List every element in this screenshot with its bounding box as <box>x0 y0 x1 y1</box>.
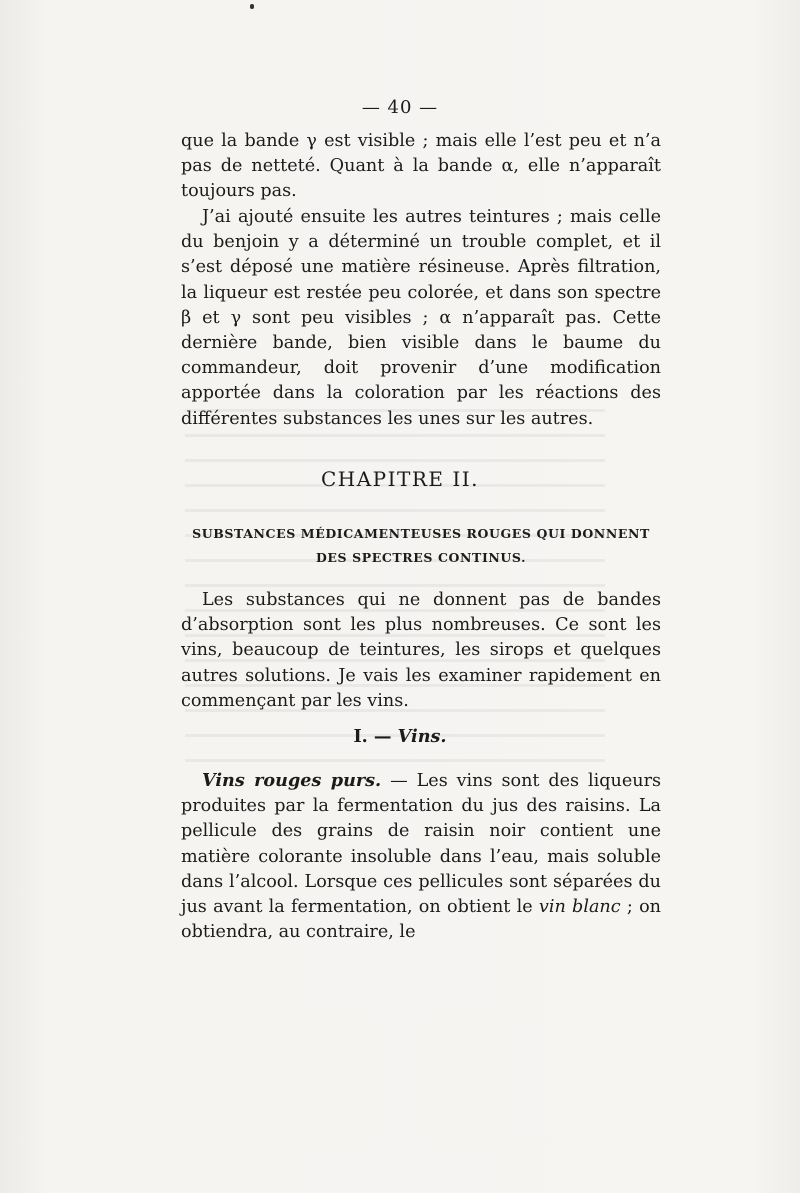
show-through-texture <box>185 395 605 775</box>
paragraph-dash: — <box>381 771 417 791</box>
paragraph-2-text: J’ai ajouté ensuite les autres teintures ; mais celle du benjoin y a déterminé un trouble complet, et il s’est déposé une matière résineuse. Après filtration, la liqueur est restée peu colorée, et dans son spectre β et γ sont peu visibles ; α n’apparaît pas. Cette dernière bande, bien visible dans le baume du commandeur, doit provenir d’une modification apportée dans la coloration par les réactions des différentes substances les unes sur les autres. <box>181 207 661 429</box>
chapter-subtitle <box>181 522 661 570</box>
chapter-subtitle-line-2: DES SPECTRES CONTINUS. <box>315 550 527 565</box>
paragraph-continued <box>181 129 661 205</box>
paragraph-vins-rouges <box>181 768 661 945</box>
section-heading <box>0 726 800 747</box>
section-title: Vins. <box>397 726 447 747</box>
section-number: I. — <box>353 726 392 747</box>
paragraph-3-text: Les substances qui ne donnent pas de bandes d’absorption sont les plus nombreuses. Ce sont les vins, beaucoup de teintures, les sirops et quelques autres solutions. Je vais les examiner rapidement en commençant par les vins. <box>181 590 661 711</box>
paragraph-lead: Vins rouges purs. <box>202 770 382 791</box>
paragraph-emphasis: vin blanc <box>538 897 621 918</box>
paragraph-substances <box>181 588 661 714</box>
paragraph-teintures <box>181 205 661 432</box>
chapter-subtitle-line-1: SUBSTANCES MÉDICAMENTEUSES ROUGES QUI DONNENT <box>192 526 650 541</box>
paragraph-4-text-a: Les vins sont des liqueurs produites par la fermentation du jus des raisins. La pellicule des grains de raisin noir contient une matière colorante insoluble dans l’eau, mais soluble dans l’alcool. Lorsque ces pellicules sont séparées du jus avant la fermentation, on obtient le <box>181 771 662 918</box>
paragraph-1-text: que la bande γ est visible ; mais elle l’est peu et n’a pas de netteté. Quant à la bande α, elle n’apparaît toujours pas. <box>181 131 661 202</box>
ink-dot <box>250 4 254 9</box>
chapter-title: CHAPITRE II. <box>320 467 480 491</box>
page-number: — 40 — <box>361 97 439 118</box>
paragraph-4-text-b: ; on obtiendra, au contraire, le <box>181 897 661 943</box>
